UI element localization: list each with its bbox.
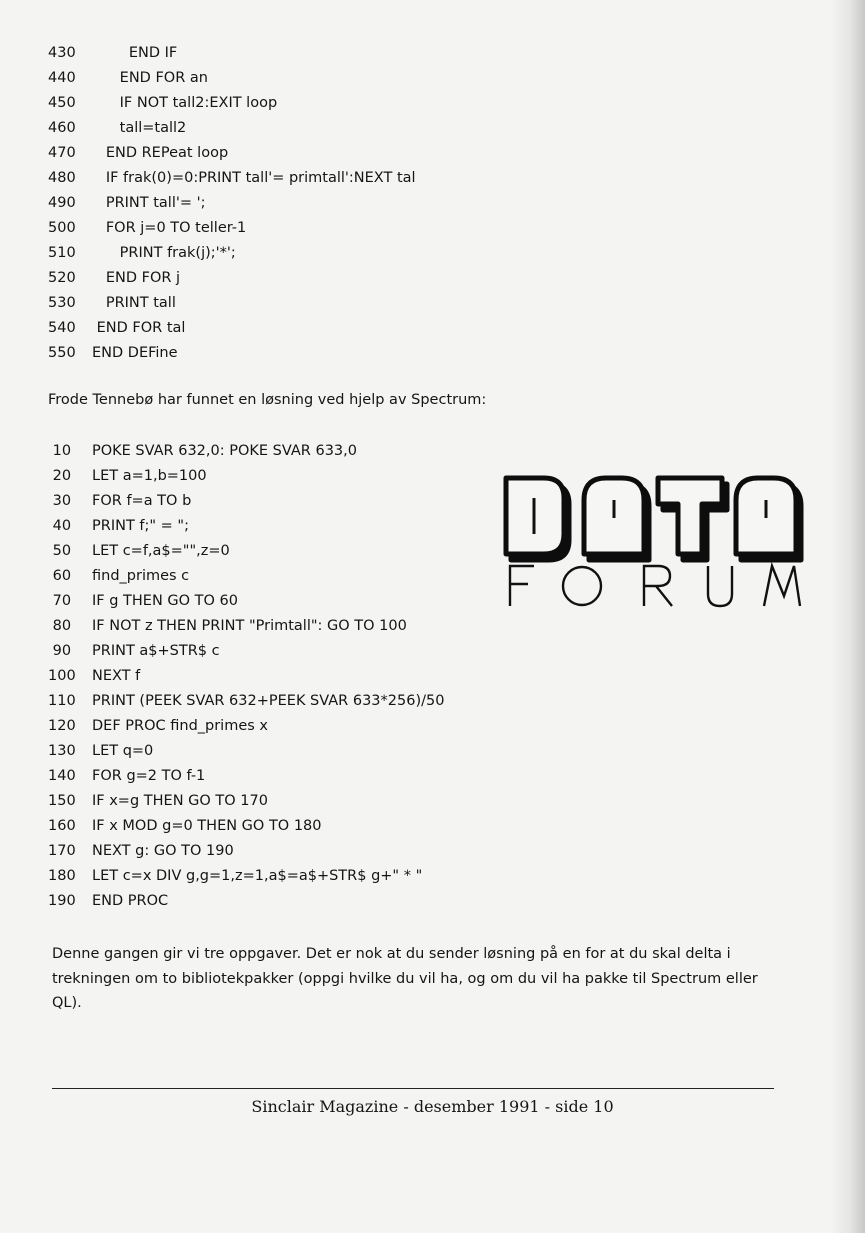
line-number: 40 xyxy=(48,518,72,534)
line-number: 120 xyxy=(48,718,76,734)
logo-forum-letters xyxy=(510,566,800,606)
data-forum-logo xyxy=(496,466,806,616)
line-number: 180 xyxy=(48,868,76,884)
code-text: IF g THEN GO TO 60 xyxy=(92,593,239,609)
logo-inner-strokes xyxy=(534,498,766,534)
line-number: 100 xyxy=(48,668,76,684)
code-text: END FOR an xyxy=(92,70,208,86)
code-line xyxy=(48,889,444,914)
intro-paragraph: Frode Tennebø har funnet en løsning ved hjelp av Spectrum: xyxy=(48,392,487,408)
line-number: 550 xyxy=(48,345,76,361)
code-text: PRINT tall xyxy=(92,295,176,311)
code-text: tall=tall2 xyxy=(92,120,187,136)
code-line xyxy=(48,539,444,564)
code-line xyxy=(48,489,444,514)
code-listing-spectrum xyxy=(48,439,444,914)
code-text: LET c=f,a$="",z=0 xyxy=(92,543,230,559)
code-line xyxy=(48,341,416,366)
page-footer: Sinclair Magazine - desember 1991 - side 10 xyxy=(251,1097,614,1116)
code-text: PRINT frak(j);'*'; xyxy=(92,245,236,261)
code-text: PRINT f;" = "; xyxy=(92,518,189,534)
code-text: IF frak(0)=0:PRINT tall'= primtall':NEXT tal xyxy=(92,170,416,186)
line-number: 430 xyxy=(48,45,76,61)
code-text: PRINT a$+STR$ c xyxy=(92,643,220,659)
line-number: 460 xyxy=(48,120,76,136)
line-number: 440 xyxy=(48,70,76,86)
line-number: 540 xyxy=(48,320,76,336)
code-line xyxy=(48,141,416,166)
code-line xyxy=(48,789,444,814)
code-text: FOR j=0 TO teller-1 xyxy=(92,220,247,236)
code-text: END REPeat loop xyxy=(92,145,229,161)
line-number: 10 xyxy=(48,443,72,459)
line-number: 90 xyxy=(48,643,72,659)
code-text: IF x MOD g=0 THEN GO TO 180 xyxy=(92,818,322,834)
code-listing-ql xyxy=(48,41,416,366)
code-line xyxy=(48,514,444,539)
line-number: 490 xyxy=(48,195,76,211)
line-number: 450 xyxy=(48,95,76,111)
line-number: 30 xyxy=(48,493,72,509)
code-line xyxy=(48,814,444,839)
line-number: 520 xyxy=(48,270,76,286)
code-line xyxy=(48,639,444,664)
code-text: FOR f=a TO b xyxy=(92,493,192,509)
line-number: 160 xyxy=(48,818,76,834)
code-text: IF NOT tall2:EXIT loop xyxy=(92,95,278,111)
line-number: 140 xyxy=(48,768,76,784)
footer-rule xyxy=(52,1088,774,1089)
code-line xyxy=(48,216,416,241)
code-line xyxy=(48,166,416,191)
code-line xyxy=(48,839,444,864)
code-line xyxy=(48,116,416,141)
code-text: END DEFine xyxy=(92,345,178,361)
code-text: FOR g=2 TO f-1 xyxy=(92,768,206,784)
line-number: 190 xyxy=(48,893,76,909)
code-text: NEXT f xyxy=(92,668,141,684)
code-line xyxy=(48,316,416,341)
line-number: 500 xyxy=(48,220,76,236)
line-number: 130 xyxy=(48,743,76,759)
line-number: 110 xyxy=(48,693,76,709)
code-line xyxy=(48,614,444,639)
line-number: 70 xyxy=(48,593,72,609)
code-text: END PROC xyxy=(92,893,169,909)
code-line xyxy=(48,864,444,889)
code-line xyxy=(48,241,416,266)
code-text: POKE SVAR 632,0: POKE SVAR 633,0 xyxy=(92,443,357,459)
line-number: 510 xyxy=(48,245,76,261)
code-line xyxy=(48,464,444,489)
line-number: 480 xyxy=(48,170,76,186)
code-line xyxy=(48,564,444,589)
code-line xyxy=(48,764,444,789)
code-text: END IF xyxy=(92,45,178,61)
code-text: IF x=g THEN GO TO 170 xyxy=(92,793,268,809)
line-number: 150 xyxy=(48,793,76,809)
outro-paragraph: Denne gangen gir vi tre oppgaver. Det er nok at du sender løsning på en for at du skal delta i trekningen om to bibliotekpakker (oppgi hvilke du vil ha, og om du vil ha pakke til Spectrum eller QL). xyxy=(52,946,758,1011)
code-text: DEF PROC find_primes x xyxy=(92,718,269,734)
code-text: PRINT (PEEK SVAR 632+PEEK SVAR 633*256)/50 xyxy=(92,693,445,709)
code-line xyxy=(48,689,444,714)
line-number: 170 xyxy=(48,843,76,859)
code-text: PRINT tall'= '; xyxy=(92,195,206,211)
logo-data-letters xyxy=(506,478,796,554)
code-text: find_primes c xyxy=(92,568,190,584)
code-text: END FOR j xyxy=(92,270,181,286)
page-edge-shadow xyxy=(831,0,865,1233)
code-line xyxy=(48,589,444,614)
line-number: 50 xyxy=(48,543,72,559)
code-line xyxy=(48,714,444,739)
line-number: 20 xyxy=(48,468,72,484)
code-text: LET a=1,b=100 xyxy=(92,468,207,484)
line-number: 530 xyxy=(48,295,76,311)
code-text: NEXT g: GO TO 190 xyxy=(92,843,234,859)
code-line xyxy=(48,41,416,66)
code-line xyxy=(48,739,444,764)
code-line xyxy=(48,291,416,316)
code-text: LET q=0 xyxy=(92,743,154,759)
code-line xyxy=(48,66,416,91)
code-text: END FOR tal xyxy=(92,320,186,336)
code-line xyxy=(48,191,416,216)
code-line xyxy=(48,664,444,689)
line-number: 80 xyxy=(48,618,72,634)
code-text: LET c=x DIV g,g=1,z=1,a$=a$+STR$ g+" * " xyxy=(92,868,423,884)
line-number: 60 xyxy=(48,568,72,584)
code-line xyxy=(48,439,444,464)
code-line xyxy=(48,266,416,291)
code-text: IF NOT z THEN PRINT "Primtall": GO TO 100 xyxy=(92,618,407,634)
line-number: 470 xyxy=(48,145,76,161)
code-line xyxy=(48,91,416,116)
